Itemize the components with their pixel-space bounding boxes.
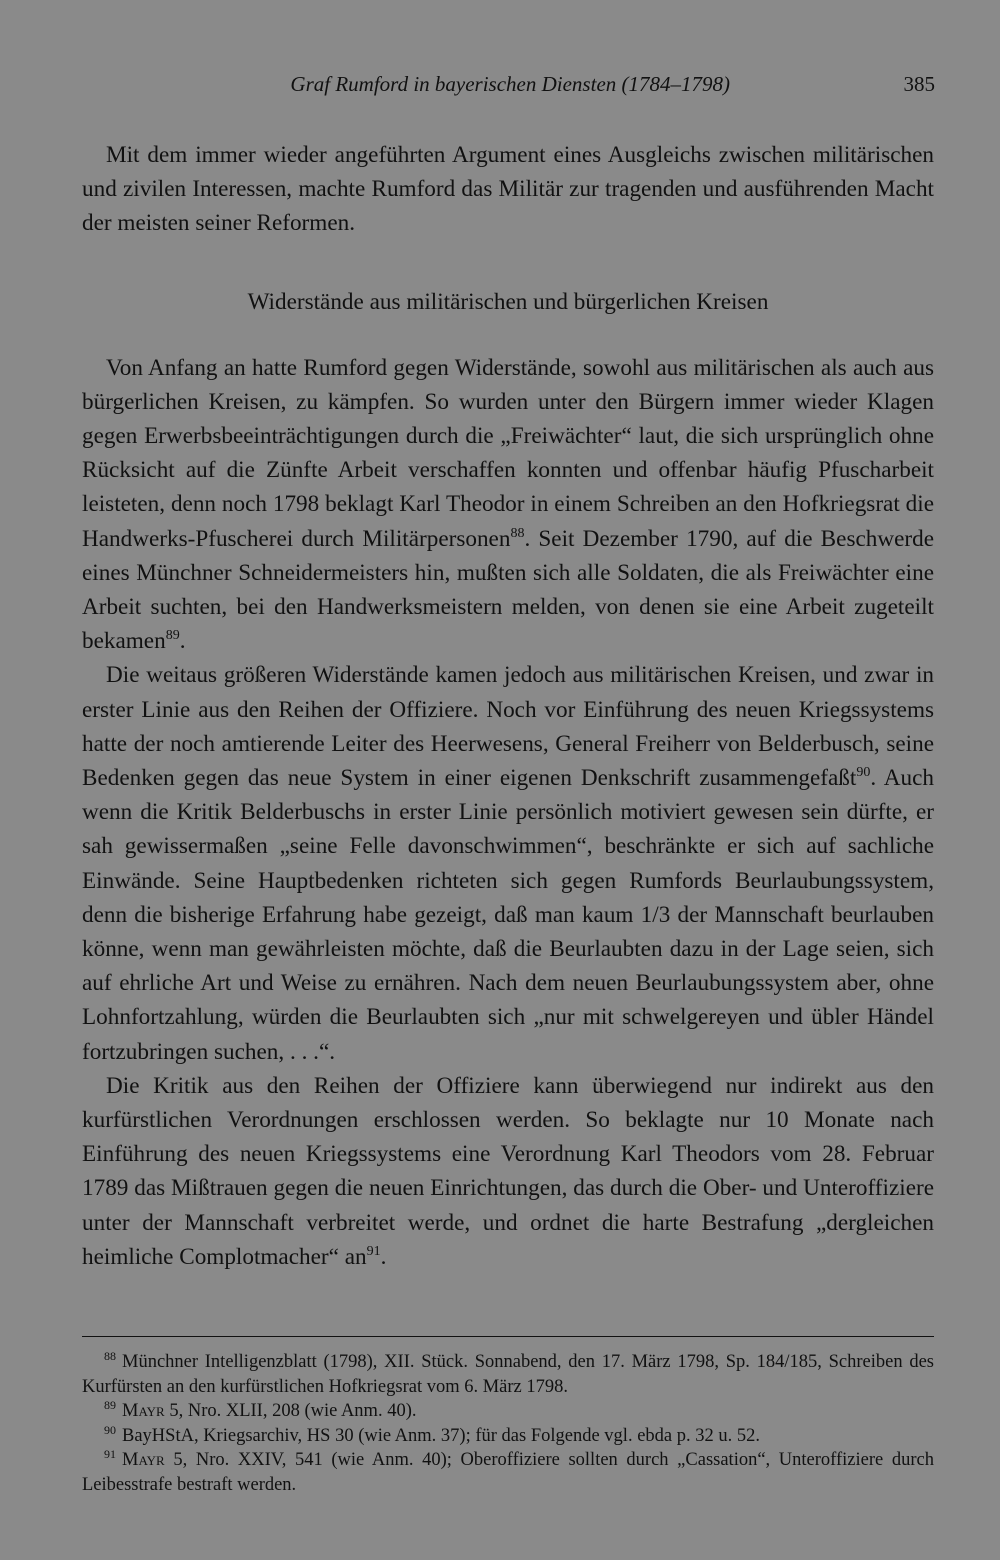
footnote-number: 91: [104, 1447, 116, 1462]
footnote-divider: [82, 1336, 934, 1337]
paragraph: [82, 658, 934, 1068]
footnote-author: Mayr: [122, 1401, 165, 1422]
footnote-number: 89: [104, 1398, 116, 1413]
footnote-number: 90: [104, 1422, 116, 1437]
paragraph-text: Die Kritik aus den Reihen der Offiziere kann überwiegend nur indirekt aus den kurfürstlichen Verordnungen erschlossen werden. So beklagte nur 10 Monate nach Einführung des neuen Kriegssystems eine Verordnung Karl Theodors vom 28. Februar 1789 das Mißtrauen gegen die neuen Einrichtungen, das durch die Ober- und Unteroffiziere unter der Mannschaft verbreitet werde, und ordnet die harte Bestrafung „dergleichen heimliche Complotmacher“ an: [82, 1072, 934, 1270]
page-number: 385: [903, 72, 935, 96]
footnote-author: Mayr: [122, 1450, 165, 1471]
section-heading: Widerstände aus militärischen und bürgerlichen Kreisen: [247, 288, 769, 315]
footnote-text: Münchner Intelligenzblatt (1798), XII. Stück. Sonnabend, den 17. März 1798, Sp. 184/185, Schreiben des Kurfürsten an den kurfürstlichen Hofkriegsrat vom 6. März 1798.: [82, 1352, 934, 1397]
running-title: Graf Rumford in bayerischen Diensten (1784–1798): [290, 72, 730, 96]
paragraph: [82, 351, 934, 659]
paragraph: [82, 1069, 934, 1274]
footnote-ref-90[interactable]: 90: [856, 765, 871, 781]
paragraph-text: .: [179, 628, 186, 655]
footnote-88: [82, 1350, 934, 1399]
paragraph-text: .: [380, 1243, 387, 1270]
footnote-ref-88[interactable]: 88: [510, 525, 525, 541]
footnote-text: BayHStA, Kriegsarchiv, HS 30 (wie Anm. 37); für das Folgende vgl. ebda p. 32 u. 52.: [122, 1425, 760, 1446]
paragraph-text: . Auch wenn die Kritik Belderbuschs in erster Linie persönlich motiviert gewesen sein dürfte, er sah gewissermaßen „seine Felle davonschwimmen“, beschränkte er sich auf sachliche Einwände. Seine Hauptbedenken richteten sich gegen Rumfords Beurlaubungssystem, denn die bisherige Erfahrung habe gezeigt, daß man kaum 1/3 der Mannschaft beurlauben könne, wenn man gewährleisten möchte, daß die Beurlaubten dazu in der Lage seien, sich auf ehrliche Art und Weise zu ernähren. Nach dem neuen Beurlaubungssystem aber, ohne Lohnfortzahlung, würden die Beurlaubten sich „nur mit schwelgereyen und übler Händel fortzubringen suchen, . . .“.: [82, 765, 935, 1065]
footnote-90: [82, 1424, 934, 1449]
footnote-ref-91[interactable]: 91: [366, 1243, 381, 1259]
footnote-89: [82, 1399, 934, 1424]
footnotes: [82, 1350, 934, 1498]
footnote-number: 88: [104, 1349, 116, 1363]
paragraph-text: . Seit Dezember 1790, auf die Beschwerde eines Münchner Schneidermeisters hin, mußten sich alle Soldaten, die als Freiwächter eine Arbeit suchten, bei den Handwerksmeistern melden, von denen sie eine Arbeit zugeteilt bekamen: [82, 525, 934, 655]
paragraph: Mit dem immer wieder angeführten Argument eines Ausgleichs zwischen militärischen und zivilen Interessen, machte Rumford das Militär zur tragenden und ausführenden Macht der meisten seiner Reformen.: [82, 142, 934, 237]
footnote-91: [82, 1448, 934, 1497]
paragraph-text: Die weitaus größeren Widerstände kamen jedoch aus militärischen Kreisen, und zwar in erster Linie aus den Reihen der Offiziere. Noch vor Einführung des neuen Kriegssystems hatte der noch amtierende Leiter des Heerwesens, General Freiherr von Belderbusch, seine Bedenken gegen das neue System in einer eigenen Denkschrift zusammengefaßt: [82, 662, 934, 792]
footnote-text: 5, Nro. XLII, 208 (wie Anm. 40).: [164, 1401, 417, 1422]
running-head: [80, 72, 935, 102]
body-text: [82, 138, 934, 1274]
footnote-text: 5, Nro. XXIV, 541 (wie Anm. 40); Oberoffiziere sollten durch „Cassation“, Unteroffiziere durch Leibesstrafe bestraft werden.: [82, 1450, 934, 1495]
paragraph-text: Von Anfang an hatte Rumford gegen Widerstände, sowohl aus militärischen als auch aus bürgerlichen Kreisen, zu kämpfen. So wurden unter den Bürgern immer wieder Klagen gegen Erwerbsbeeinträchtigungen durch die „Freiwächter“ laut, die sich ursprünglich ohne Rücksicht auf die Zünfte Arbeit verschaffen konnten und offenbar häufig Pfuscharbeit leisteten, denn noch 1798 beklagt Karl Theodor in einem Schreiben an den Hofkriegsrat die Handwerks-Pfuscherei durch Militärpersonen: [82, 354, 934, 552]
footnote-ref-89[interactable]: 89: [165, 628, 180, 644]
